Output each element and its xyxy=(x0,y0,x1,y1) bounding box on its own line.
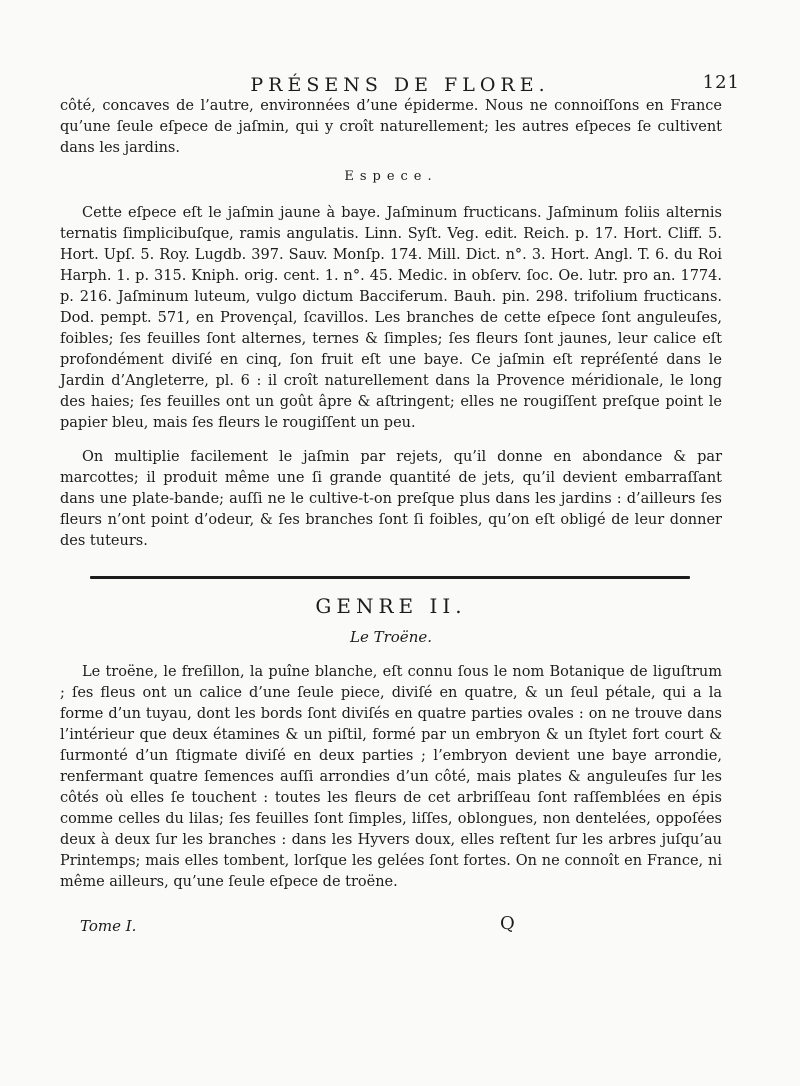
running-title: PRÉSENS DE FLORE. xyxy=(250,74,550,96)
troene-paragraph xyxy=(60,662,722,893)
genus-name: Le Troëne. xyxy=(350,628,432,646)
multiplication-paragraph xyxy=(60,447,722,552)
multiplication-text: On multiplie facilement le jaſmin par rejets, qu’il donne en abondance & par marcottes; il produit même une ſi grande quantité de jets, qu’il devient embarraſſant dans une plate-bande; auſſi ne le cultive-t-on preſque plus dans les jardins : d’ailleurs ſes fleurs n’ont point d’odeur, & ſes branches ſont ſi foibles, qu’on eſt obligé de leur donner des tuteurs. xyxy=(60,449,722,549)
troene-text: Le troëne, le freſillon, la puîne blanche, eſt connu ſous le nom Botanique de liguſtrum ; ſes fleus ont un calice d’une ſeule piece, diviſé en quatre, & un ſeul pétale, qui a la forme d’un tuyau, dont les bords ſont diviſés en quatre parties ovales : on ne trouve dans l’intérieur que deux étamines & un piſtil, formé par un embryon & un ſtylet fort court & ſurmonté d’un ſtigmate diviſé en deux parties ; l’embryon devient une baye arrondie, renfermant quatre ſemences auſſi arrondies d’un côté, mais plates & anguleuſes ſur les côtés où elles ſe touchent : toutes les fleurs de cet arbriſſeau ſont raſſemblées en épis comme celles du lilas; ſes feuilles ſont ſimples, liſſes, oblongues, non dentelées, oppoſées deux à deux ſur les branches : dans les Hyvers doux, elles reſtent ſur les arbres juſqu’au Printemps; mais elles tombent, lorſque les gelées ſont fortes. On ne connoît en France, ni même ailleurs, qu’une ſeule eſpece de troëne. xyxy=(60,664,722,890)
section-divider xyxy=(90,576,690,579)
espece-heading: Espece. xyxy=(344,169,438,184)
espece-paragraph xyxy=(60,203,722,434)
page-number: 121 xyxy=(702,72,740,93)
page-header xyxy=(60,74,740,96)
intro-paragraph xyxy=(60,96,722,159)
genre-heading: GENRE II. xyxy=(315,594,467,618)
signature-mark: Q xyxy=(500,913,515,934)
espece-text: Cette eſpece eſt le jaſmin jaune à baye. Jaſminum fructicans. Jaſminum foliis alternis ternatis ſimplicibuſque, ramis angulatis. Linn. Syſt. Veg. edit. Reich. p. 17. Hort. Cliff. 5. Hort. Upſ. 5. Roy. Lugdb. 397. Sauv. Monſp. 174. Mill. Dict. n°. 3. Hort. Angl. T. 6. du Roi Harph. 1. p. 315. Kniph. orig. cent. 1. n°. 45. Medic. in obſerv. ſoc. Oe. lutr. pro an. 1774. p. 216. Jaſminum luteum, vulgo dictum Bacciferum. Bauh. pin. 298. trifolium fructicans. Dod. pempt. 571, en Provençal, ſcavillos. Les branches de cette eſpece ſont anguleuſes, foibles; ſes feuilles ſont alternes, ternes & ſimples; ſes fleurs ſont jaunes, leur calice eſt profondément diviſé en cinq, ſon fruit eſt une baye. Ce jaſmin eſt repréſenté dans le Jardin d’Angleterre, pl. 6 : il croît naturellement dans la Provence méridionale, le long des haies; ſes feuilles ont un goût âpre & aſtringent; elles ne rougiſſent preſque point le papier bleu, mais ſes fleurs le rougiſſent un peu. xyxy=(60,205,722,431)
intro-text: côté, concaves de l’autre, environnées d’une épiderme. Nous ne connoiſſons en France qu’une ſeule eſpece de jaſmin, qui y croît naturellement; les autres eſpeces ſe cultivent dans les jardins. xyxy=(60,98,722,156)
volume-mark: Tome I. xyxy=(80,917,137,935)
